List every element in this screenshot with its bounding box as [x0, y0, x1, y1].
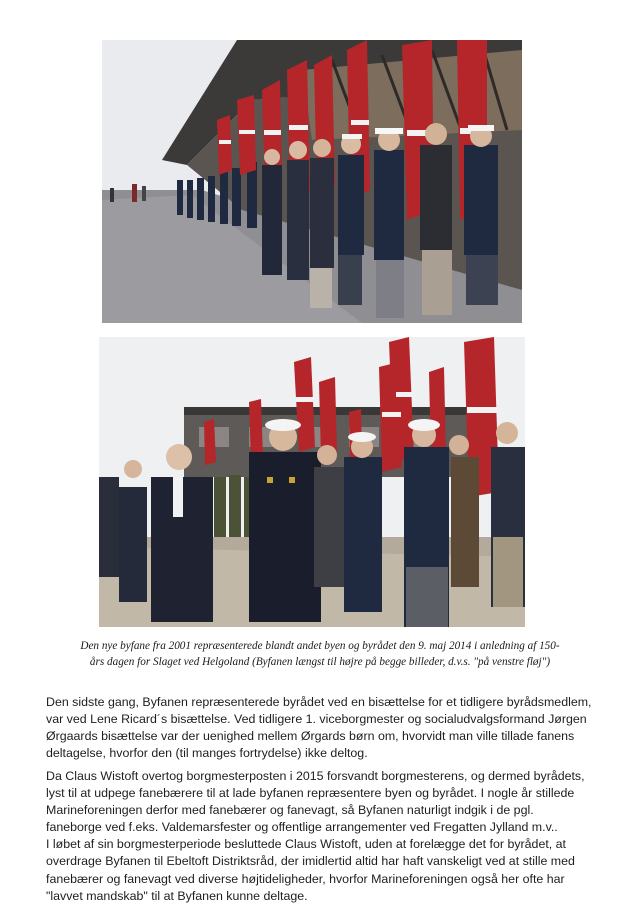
- paragraph-line: Den sidste gang, Byfanen repræsenterede byrådet ved en bisættelse for et tidligere byrådsmedlem,: [46, 695, 592, 709]
- photo-caption: [40, 638, 600, 670]
- body-paragraph-1: [46, 694, 592, 762]
- paragraph-line: var ved Lene Ricard´s bisættelse. Ved tidligere 1. viceborgmester og socialudvalgsformand Jørgen: [46, 712, 587, 727]
- paragraph-line: "lavvet mandskab" til at Byfanen kunne deltage.: [46, 888, 308, 903]
- paragraph-line: lyst til at udpege fanebærere til at lade byfanen repræsentere byen og byrådet. I nogle år stillede: [46, 786, 575, 801]
- paragraph-line: faneborge ved f.eks. Valdemarsfester og offentlige arrangementer ved Fregatten Jylland m.v..: [46, 820, 558, 835]
- paragraph-line: Ørgaards bisættelse var der uenighed mellem Ørgards børn om, hvorvidt man ville tillade fanens: [46, 729, 575, 744]
- caption-line: Den nye byfane fra 2001 repræsenterede blandt andet byen og byrådet den 9. maj 2014 i anledning af 150-: [80, 640, 560, 652]
- paragraph-line: overdrage Byfanen til Ebeltoft Distriktsråd, der imidlertid altid har haft vanskeligt ved at stille med: [46, 854, 575, 869]
- body-paragraph-2: [46, 768, 585, 903]
- paragraph-line: fanebærer og fanevagt ved diverse højtideligheder, hvorfor Marineforeningen også her ofte har: [46, 871, 565, 886]
- paragraph-line: I løbet af sin borgmesterperiode besluttede Claus Wistoft, uden at forelægge det for byrådet, at: [46, 837, 567, 852]
- photo-officials-walking: [99, 337, 525, 627]
- paragraph-line: deltagelse, hvorfor den (til manges fortrydelse) ikke deltog.: [46, 746, 368, 761]
- photo-flag-bearers-line: [102, 40, 522, 323]
- paragraph-line: Da Claus Wistoft overtog borgmesterposten i 2015 forsvandt borgmesterens, og dermed byrådets,: [46, 769, 585, 783]
- paragraph-line: Marineforeningen derfor med fanebærer og fanevagt, så Byfanen naturligt indgik i de pgl.: [46, 803, 534, 818]
- caption-line: års dagen for Slaget ved Helgoland (Byfanen længst til højre på begge billeder, d.v.s. "på venstre fløj"): [89, 656, 551, 668]
